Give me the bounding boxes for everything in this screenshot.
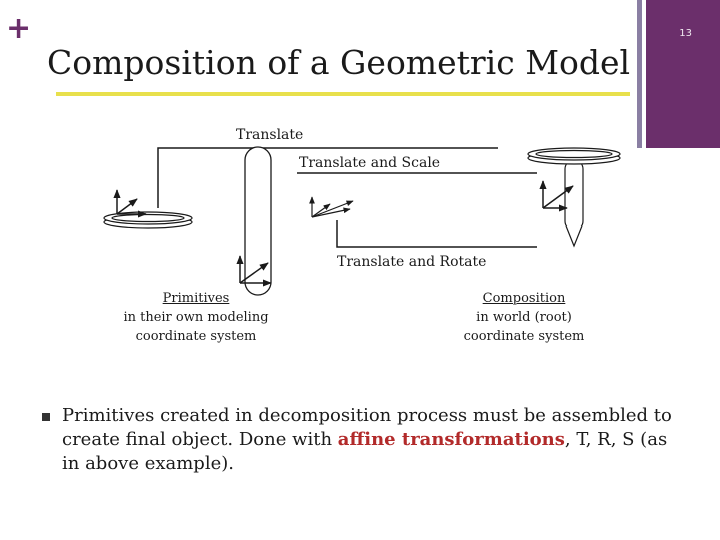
translate-rotate-connector-line bbox=[337, 220, 537, 247]
composition-caption-line2: coordinate system bbox=[463, 329, 585, 344]
composition-caption-line1: in world (root) bbox=[476, 310, 572, 325]
bullet-text-end: , T, R, S (as in above example). bbox=[62, 429, 668, 474]
composed-object bbox=[528, 148, 620, 246]
label-translate-rotate: Translate and Rotate bbox=[337, 254, 487, 270]
slide-number: 13 bbox=[679, 28, 692, 39]
bullet-text bbox=[62, 404, 682, 476]
composition-caption-heading: Composition bbox=[482, 291, 566, 306]
primitives-caption bbox=[96, 289, 296, 346]
primitives-caption-heading: Primitives bbox=[162, 291, 230, 306]
primitives-caption-line2: coordinate system bbox=[135, 329, 257, 344]
primitive-capsule bbox=[245, 147, 271, 295]
disc-axes bbox=[117, 190, 146, 214]
primitives-caption-line1: in their own modeling bbox=[123, 310, 269, 325]
slide-title: Composition of a Geometric Model bbox=[47, 43, 631, 82]
bullet-text-start: Primitives created in decomposition process must be assembled to create final object. Done with bbox=[62, 405, 672, 450]
label-translate: Translate bbox=[236, 127, 304, 143]
label-translate-scale: Translate and Scale bbox=[299, 155, 441, 171]
composition-caption bbox=[444, 289, 604, 346]
bullet-emphasis: affine transformations bbox=[337, 429, 565, 450]
intermediate-axes bbox=[312, 197, 353, 217]
plus-icon: + bbox=[6, 11, 32, 46]
bullet-square-icon bbox=[42, 413, 50, 421]
